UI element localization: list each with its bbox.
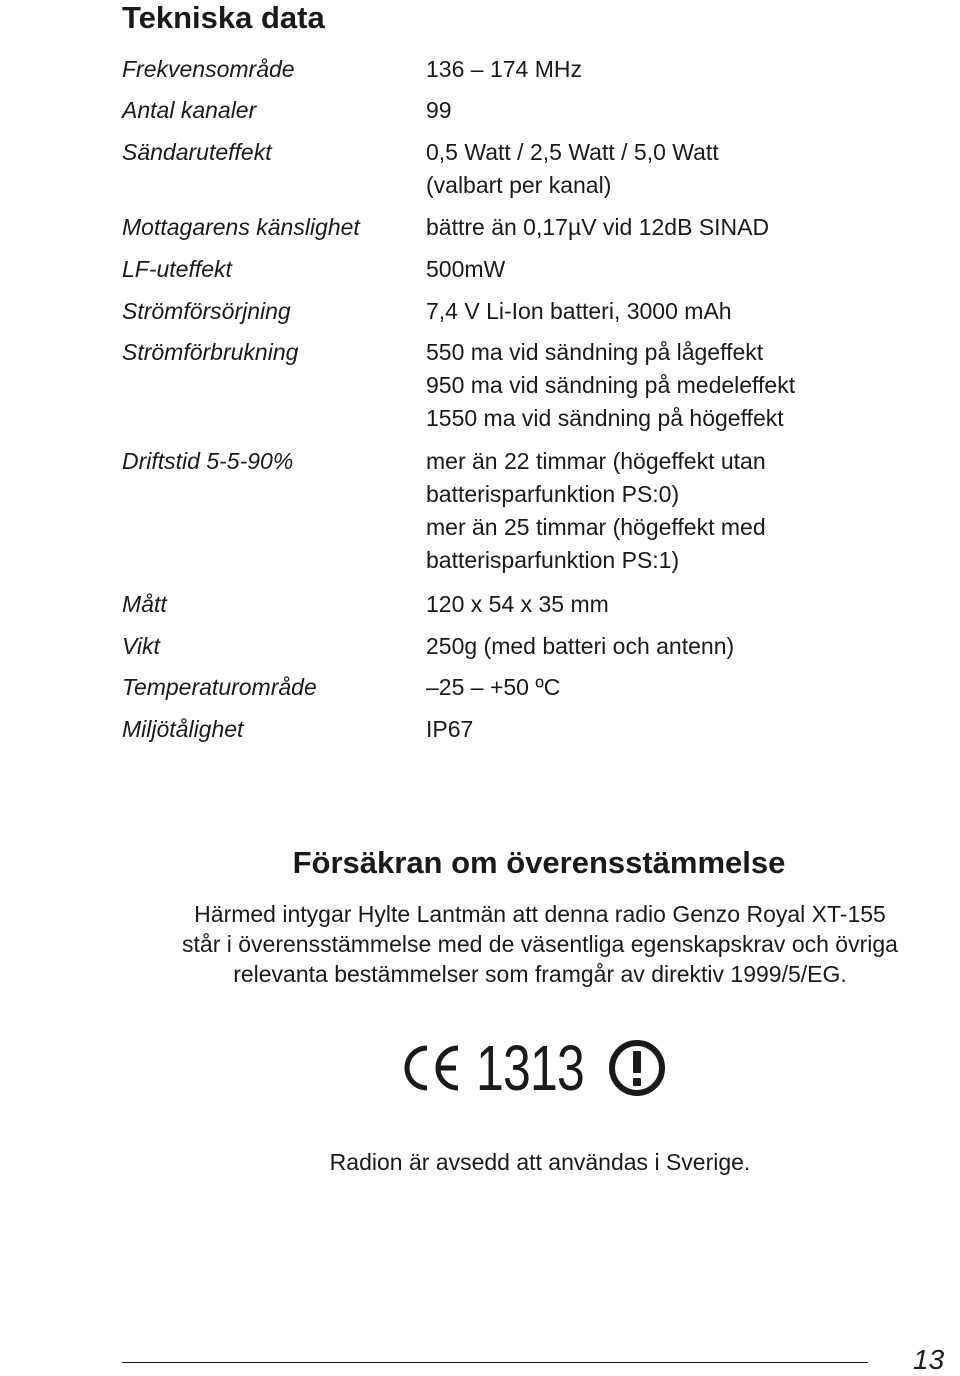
spec-value-power-consumption bbox=[426, 336, 795, 435]
usage-notice: Radion är avsedd att användas i Sverige. bbox=[329, 1149, 751, 1175]
spec-value-line: batterisparfunktion PS:0) bbox=[426, 481, 680, 507]
declaration-heading: Försäkran om överensstämmelse bbox=[292, 845, 786, 880]
spec-value-channels bbox=[426, 94, 452, 127]
spec-value-line: 500mW bbox=[426, 256, 506, 282]
spec-label-receiver-sensitivity: Mottagarens känslighet bbox=[122, 214, 360, 240]
spec-value-temperature-range bbox=[426, 671, 560, 704]
spec-label-dimensions: Mått bbox=[122, 591, 167, 617]
spec-value-line: –25 – +50 ºC bbox=[426, 674, 561, 700]
page-title: Tekniska data bbox=[122, 0, 325, 35]
spec-value-line: 1550 ma vid sändning på högeffekt bbox=[426, 405, 784, 431]
spec-value-audio-output bbox=[426, 253, 505, 286]
spec-value-environmental-rating bbox=[426, 713, 473, 746]
exclamation-circle-icon bbox=[608, 1039, 666, 1097]
spec-value-operating-time bbox=[426, 445, 766, 577]
declaration-line: relevanta bestämmelser som framgår av direktiv 1999/5/EG. bbox=[233, 961, 847, 987]
spec-value-line: bättre än 0,17µV vid 12dB SINAD bbox=[426, 214, 770, 240]
notified-body-number: 1313 bbox=[476, 1032, 584, 1104]
footer-rule bbox=[122, 1362, 868, 1363]
spec-value-line: 120 x 54 x 35 mm bbox=[426, 591, 609, 617]
ce-mark-icon bbox=[398, 1040, 464, 1096]
spec-value-line: 0,5 Watt / 2,5 Watt / 5,0 Watt bbox=[426, 139, 719, 165]
spec-value-power-supply bbox=[426, 295, 732, 328]
spec-label-environmental-rating: Miljötålighet bbox=[122, 716, 244, 742]
spec-value-weight bbox=[426, 630, 734, 663]
spec-value-dimensions bbox=[426, 588, 609, 621]
spec-label-channels: Antal kanaler bbox=[122, 97, 257, 123]
ce-marking-row bbox=[398, 1033, 666, 1103]
spec-value-receiver-sensitivity bbox=[426, 211, 769, 244]
spec-value-line: 7,4 V Li-Ion batteri, 3000 mAh bbox=[426, 298, 732, 324]
spec-value-line: mer än 25 timmar (högeffekt med bbox=[426, 514, 766, 540]
spec-value-line: batterisparfunktion PS:1) bbox=[426, 547, 680, 573]
spec-label-frequency: Frekvensområde bbox=[122, 56, 295, 82]
spec-value-line: 250g (med batteri och antenn) bbox=[426, 633, 735, 659]
spec-value-line: 550 ma vid sändning på lågeffekt bbox=[426, 339, 764, 365]
declaration-line: Härmed intygar Hylte Lantmän att denna radio Genzo Royal XT-155 bbox=[194, 901, 886, 927]
spec-value-line: (valbart per kanal) bbox=[426, 172, 612, 198]
spec-value-line: 99 bbox=[426, 97, 452, 123]
spec-label-power-consumption: Strömförbrukning bbox=[122, 339, 299, 365]
spec-label-weight: Vikt bbox=[122, 633, 160, 659]
spec-value-line: 950 ma vid sändning på medeleffekt bbox=[426, 372, 796, 398]
spec-label-audio-output: LF-uteffekt bbox=[122, 256, 232, 282]
page-number: 13 bbox=[913, 1344, 945, 1375]
spec-value-transmit-power bbox=[426, 136, 719, 202]
spec-value-line: IP67 bbox=[426, 716, 474, 742]
spec-label-transmit-power: Sändaruteffekt bbox=[122, 139, 272, 165]
declaration-text bbox=[120, 899, 960, 989]
spec-value-line: 136 – 174 MHz bbox=[426, 56, 582, 82]
declaration-line: står i överensstämmelse med de väsentliga egenskapskrav och övriga bbox=[182, 931, 898, 957]
spec-value-line: mer än 22 timmar (högeffekt utan bbox=[426, 448, 766, 474]
spec-label-operating-time: Driftstid 5-5-90% bbox=[122, 448, 294, 474]
spec-label-temperature-range: Temperaturområde bbox=[122, 674, 317, 700]
spec-value-frequency bbox=[426, 53, 582, 86]
spec-label-power-supply: Strömförsörjning bbox=[122, 298, 291, 324]
